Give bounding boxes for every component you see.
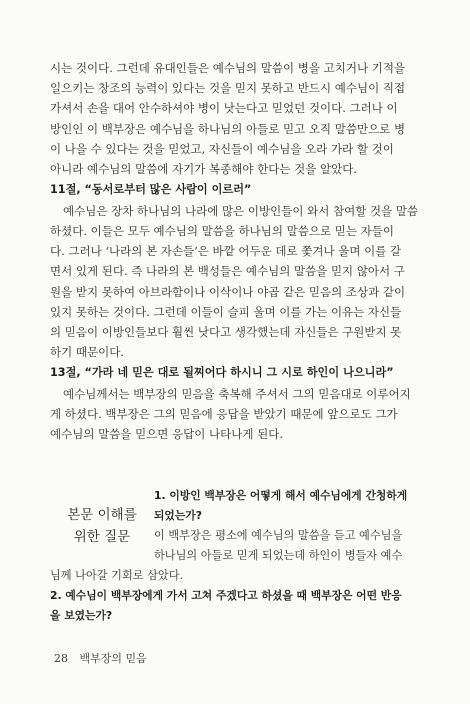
question-2 <box>50 586 422 626</box>
text-line: 의 믿음이 이방인들보다 훨씬 낫다고 생각했는데 자신들은 구원받지 못 <box>50 324 402 339</box>
text-line: 시는 것이다. 그런데 유대인들은 예수님의 말씀이 병을 고치거나 기적을 <box>50 61 406 75</box>
text-line: 게 하셨다. 백부장은 그의 믿음에 응답을 받았기 때문에 앞으로도 그가 <box>50 407 398 422</box>
question-line: 2. 예수님이 백부장에게 가서 고쳐 주겠다고 하셨을 때 백부장은 어떤 반응 <box>50 589 402 602</box>
study-questions <box>50 486 422 626</box>
verse-13-heading: 13절, “가라 네 믿은 대로 될찌어다 하시니 그 시로 하인이 나으니라” <box>50 366 394 380</box>
question-line: 되었는가? <box>154 509 202 522</box>
text-line: 일으키는 창조의 능력이 있다는 것을 믿지 못하고 반드시 예수님이 직접 <box>50 81 406 96</box>
text-line: 하셨다. 이들은 모두 예수님의 말씀을 하나님의 말씀으로 믿는 자들이 <box>50 223 394 238</box>
answer-line: 님께 나아갈 기회로 삼았다. <box>50 569 184 582</box>
verse-11-heading: 11절, “동서로부터 많은 사람이 이르러” <box>50 183 252 197</box>
section-label-line: 위한 질문 <box>73 529 131 545</box>
question-line: 1. 이방인 백부장은 어떻게 해서 예수님에게 간청하게 <box>154 489 408 502</box>
text-line: 방인인 이 백부장은 예수님을 하나님의 아들로 믿고 오직 말씀만으로 병 <box>50 121 406 136</box>
page-footer <box>54 650 147 666</box>
text-line: 예수님께서는 백부장의 믿음을 축복해 주셔서 그의 믿음대로 이루어지 <box>63 386 411 401</box>
answer-1-continued <box>50 566 422 586</box>
text-line: 아니라 예수님의 말씀에 자기가 복종해야 한다는 것을 알았다. <box>50 162 357 177</box>
answer-line: 하나님의 아들로 믿게 되었는데 하인이 병들자 예수 <box>154 549 403 562</box>
text-line: 있지 못하는 것이다. 그런데 이들이 슬피 울며 이를 가는 이유는 자신들 <box>50 304 402 319</box>
text-line: 가셔서 손을 대어 안수하셔야 병이 낫는다고 믿었던 것이다. 그러나 이 <box>50 101 398 116</box>
text-line: 이 나을 수 있다는 것을 믿었고, 자신들이 예수님을 오라 가라 할 것이 <box>50 141 394 156</box>
text-line: 원을 받지 못하여 아브라함이나 이삭이나 야곱 같은 믿음의 조상과 같이 <box>50 284 406 299</box>
page-number: 28 <box>54 652 68 665</box>
text-line: 예수님의 말씀을 믿으면 응답이 나타나게 된다. <box>50 427 284 442</box>
text-line: 다. 그러나 ‘나라의 본 자손들’은 바깥 어두운 데로 쫓겨나 울며 이를 갈 <box>50 244 402 259</box>
main-text <box>50 58 422 444</box>
answer-line: 이 백부장은 평소에 예수님의 말씀을 듣고 예수님을 <box>154 529 403 542</box>
question-block-1 <box>50 486 422 566</box>
question-line: 을 보였는가? <box>50 609 113 622</box>
paragraph-3 <box>50 384 422 445</box>
paragraph-1 <box>50 58 422 179</box>
text-line: 면서 있게 된다. 즉 나라의 본 백성들은 예수님의 말씀을 믿지 않아서 구 <box>50 264 405 279</box>
text-line: 하기 때문이다. <box>50 345 124 360</box>
section-label-line: 본문 이해를 <box>67 507 137 523</box>
book-title: 백부장의 믿음 <box>79 652 147 665</box>
question-1-body <box>154 486 422 566</box>
section-label <box>50 486 154 548</box>
paragraph-2 <box>50 201 422 363</box>
answer-1 <box>154 526 422 566</box>
question-1 <box>154 486 422 526</box>
text-line: 예수님은 장차 하나님의 나라에 많은 이방인들이 와서 참여할 것을 말씀 <box>63 203 419 218</box>
